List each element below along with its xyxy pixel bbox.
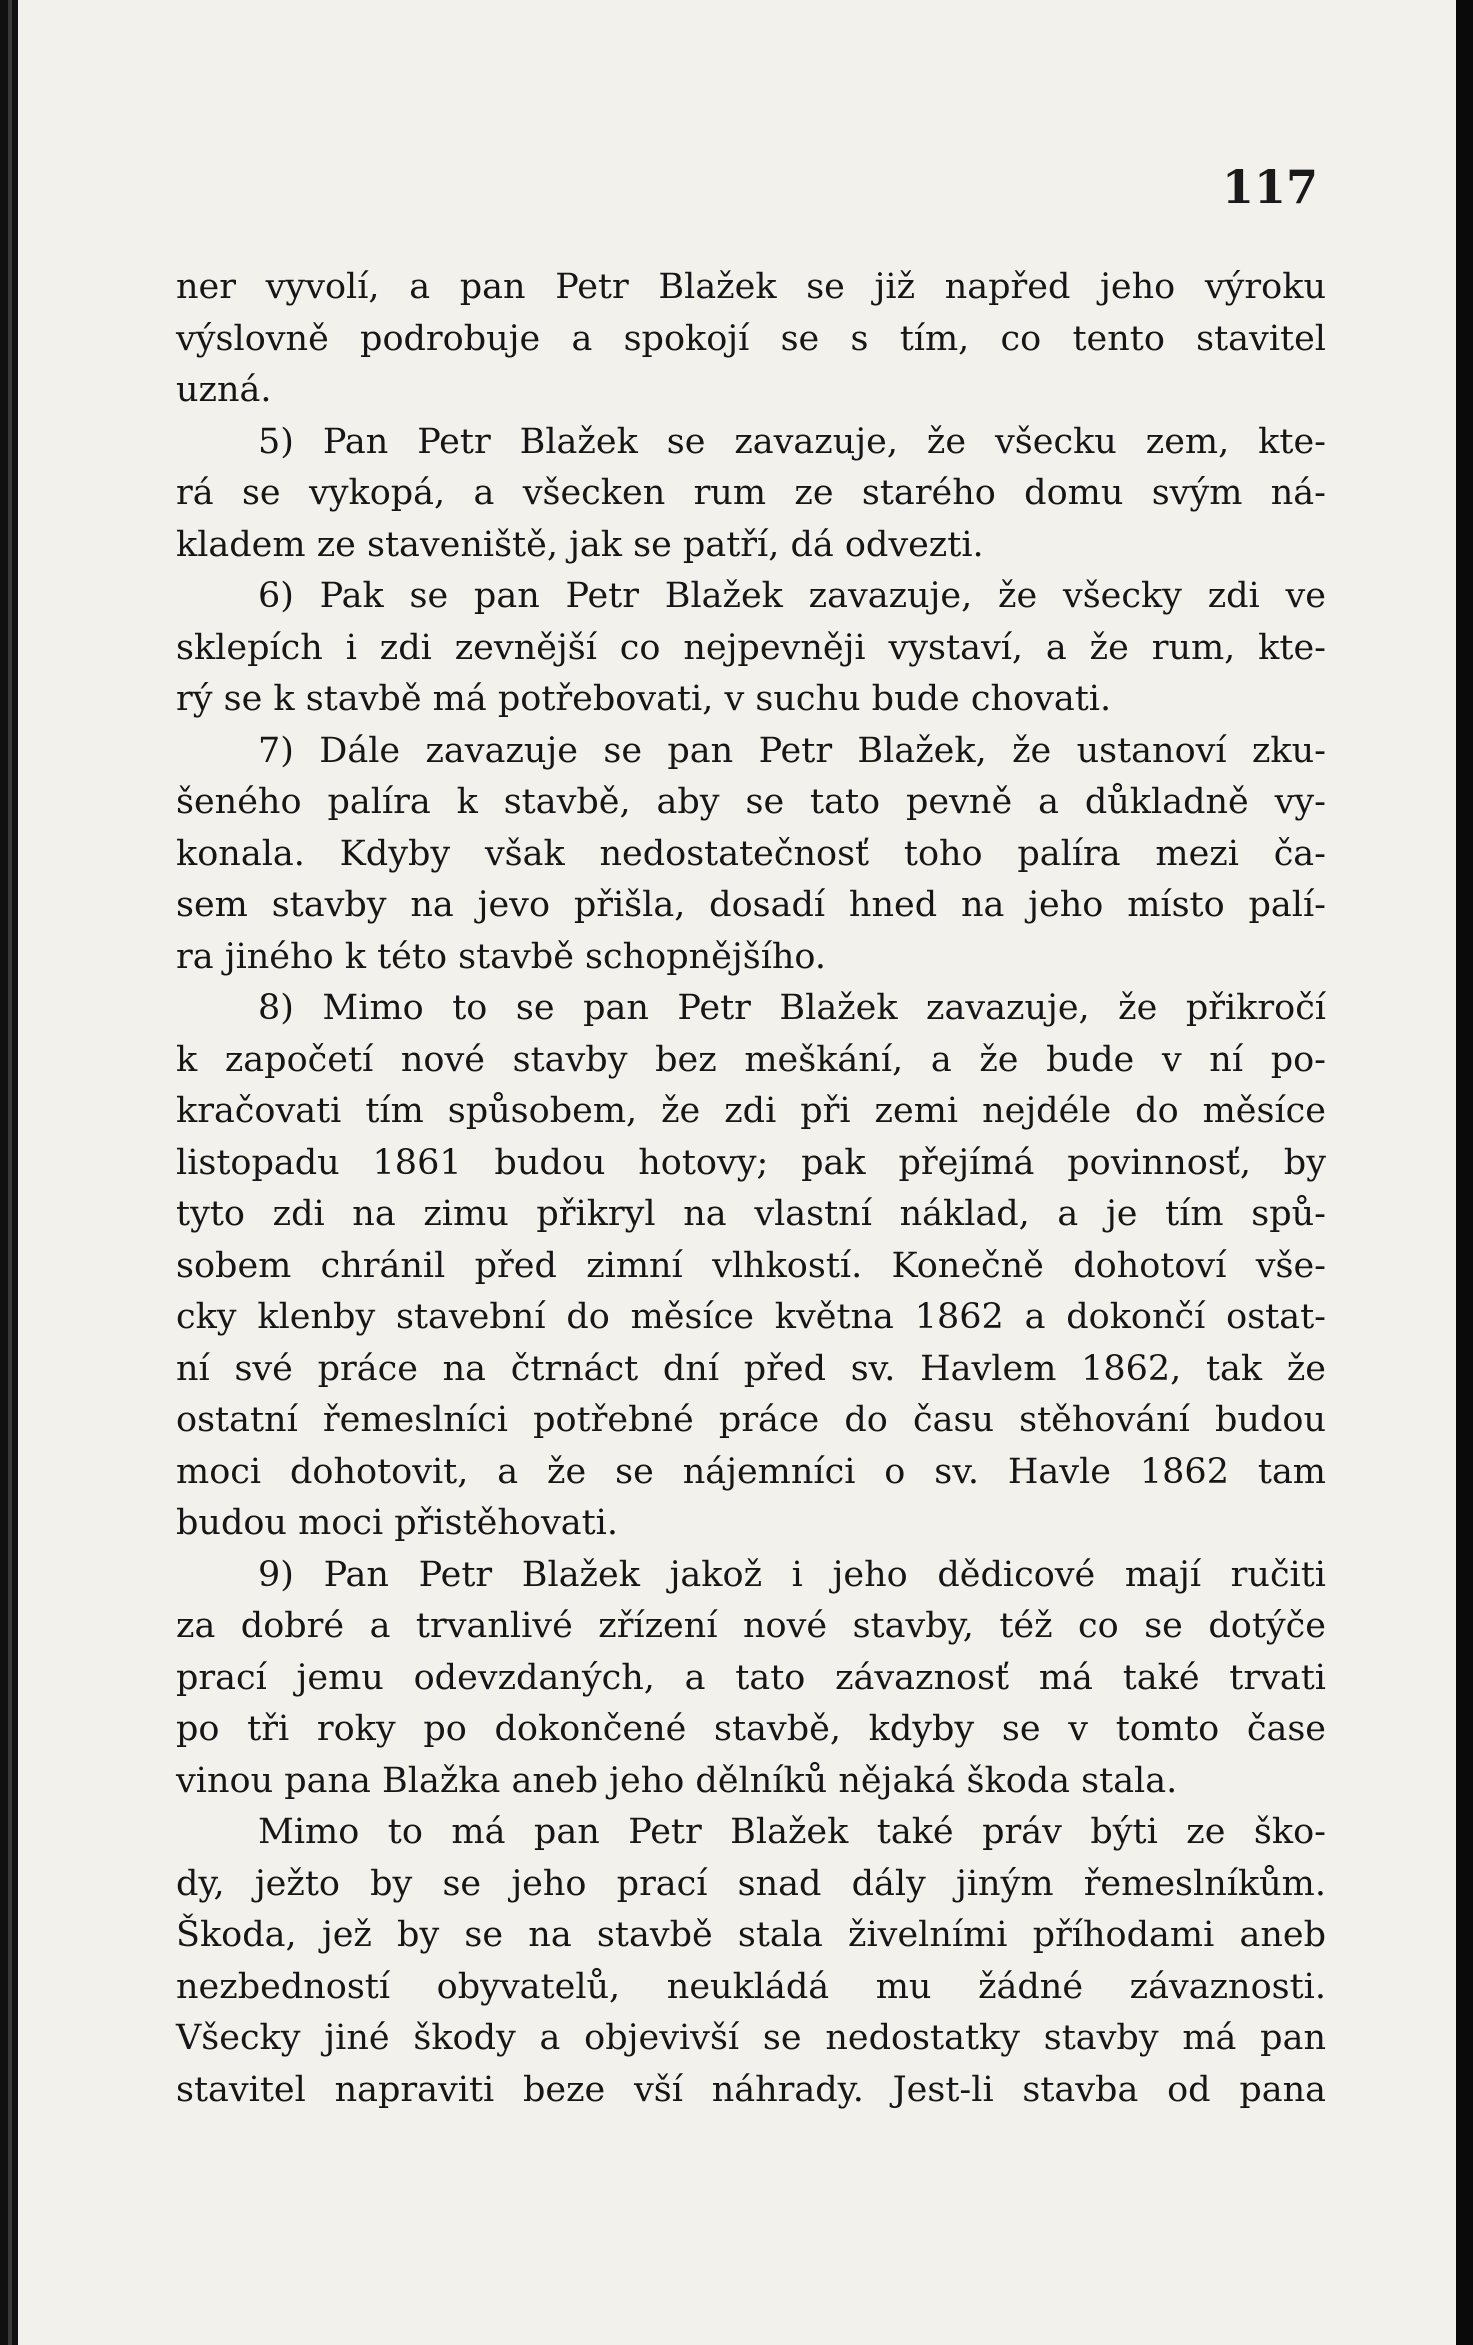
text-line: ní své práce na čtrnáct dní před sv. Havlem 1862, tak že [176,1348,1326,1389]
text-line: Všecky jiné škody a objevivší se nedostatky stavby má pan [176,2018,1326,2058]
text-line: k započetí nové stavby bez meškání, a že bude v ní po- [176,1039,1326,1080]
text-line: sobem chránil před zimní vlhkostí. Konečně dohotoví vše- [176,1245,1326,1286]
text-line: kladem ze staveniště, jak se patří, dá odvezti. [176,524,984,565]
text-line: konala. Kdyby však nedostatečnosť toho palíra mezi ča- [176,833,1326,874]
scan-edge-right [1456,0,1473,2345]
text-line: po tři roky po dokončené stavbě, kdyby se v tomto čase [176,1709,1326,1749]
text-line: 6) Pak se pan Petr Blažek zavazuje, že všecky zdi ve [258,576,1326,616]
body-text [176,262,1326,2116]
text-line: 5) Pan Petr Blažek se zavazuje, že všecku zem, kte- [258,421,1326,462]
text-line: uzná. [176,370,272,410]
text-line: ner vyvolí, a pan Petr Blažek se již napřed jeho výroku [176,267,1326,307]
book-page [18,0,1456,2345]
text-line: cky klenby stavební do měsíce května 1862 a dokončí ostat- [176,1297,1326,1337]
text-line: za dobré a trvanlivé zřízení nové stavby, též co se dotýče [176,1606,1326,1646]
text-line: ra jiného k této stavbě schopnějšího. [176,936,827,977]
binding-gutter [8,0,12,2345]
text-line: 7) Dále zavazuje se pan Petr Blažek, že ustanoví zku- [258,730,1326,771]
text-line: sklepích i zdi zevnější co nejpevněji vystaví, a že rum, kte- [176,627,1326,668]
text-line: dy, ježto by se jeho prací snad dály jiným řemeslníkům. [176,1863,1326,1904]
text-line: listopadu 1861 budou hotovy; pak přejímá povinnosť, by [176,1142,1326,1183]
text-line: Škoda, jež by se na stavbě stala živelními příhodami aneb [176,1915,1326,1955]
text-line: ostatní řemeslníci potřebné práce do času stěhování budou [176,1400,1326,1440]
text-line: moci dohotovit, a že se nájemníci o sv. Havle 1862 tam [176,1451,1326,1492]
text-line: nezbedností obyvatelů, neukládá mu žádné závaznosti. [176,1966,1326,2007]
text-line: vinou pana Blažka aneb jeho dělníků nějaká škoda stala. [176,1760,1178,1801]
text-line: 9) Pan Petr Blažek jakož i jeho dědicové mají ručiti [258,1554,1326,1595]
text-line: kračovati tím spůsobem, že zdi při zemi nejdéle do měsíce [176,1091,1326,1131]
text-line: sem stavby na jevo přišla, dosadí hned na jeho místo palí- [176,885,1326,925]
text-line: rá se vykopá, a všecken rum ze starého domu svým ná- [176,473,1326,513]
text-line: stavitel napraviti beze vší náhrady. Jest-li stavba od pana [176,2069,1326,2110]
text-line: 8) Mimo to se pan Petr Blažek zavazuje, že přikročí [258,988,1326,1028]
text-line: rý se k stavbě má potřebovati, v suchu bude chovati. [176,679,1112,719]
text-line: Mimo to má pan Petr Blažek také práv býti ze ško- [258,1812,1326,1852]
text-line: prací jemu odevzdaných, a tato závaznosť má také trvati [176,1657,1326,1698]
page-number: 117 [1221,160,1318,214]
text-line: výslovně podrobuje a spokojí se s tím, co tento stavitel [176,318,1326,359]
scan-edge-left [0,0,18,2345]
text-line: šeného palíra k stavbě, aby se tato pevně a důkladně vy- [176,782,1326,822]
text-line: budou moci přistěhovati. [176,1503,618,1543]
text-line: tyto zdi na zimu přikryl na vlastní náklad, a je tím spů- [176,1194,1326,1234]
